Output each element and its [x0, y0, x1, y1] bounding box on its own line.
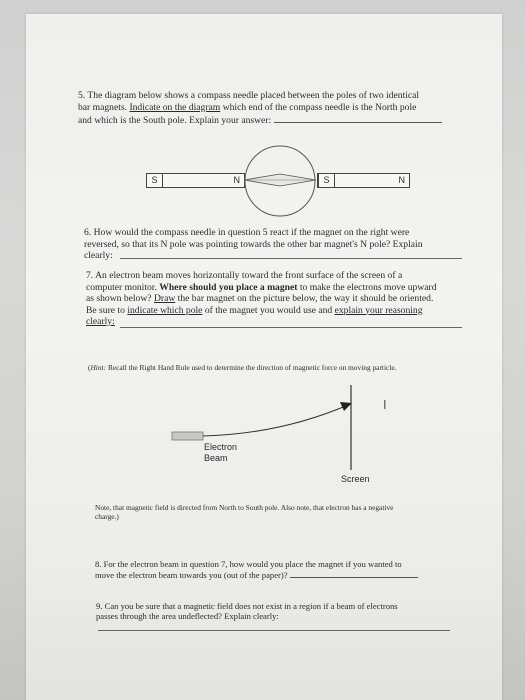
q7-line-2: computer monitor. Where should you place a magnet to make the electrons move upward [86, 281, 437, 293]
note [95, 503, 465, 521]
text-cursor-icon: I [383, 397, 387, 412]
q5-line-2: bar magnets. Indicate on the diagram which end of the compass needle is the North pole [78, 101, 417, 113]
question-7 [86, 270, 468, 328]
q9-line-1: 9. Can you be sure that a magnetic field does not exist in a region if a beam of electrons [96, 601, 398, 611]
hint: (Hint: Recall the Right Hand Rule used to determine the direction of magnetic force on moving particle. [88, 363, 397, 372]
q6-line-3: clearly: [84, 250, 113, 261]
question-8 [95, 559, 465, 580]
magnet-right-south-pole: S [318, 173, 335, 188]
note-line-2: charge.) [95, 512, 119, 521]
q7-line-5: clearly: [86, 316, 115, 327]
magnet-left-south-pole: S [146, 173, 163, 188]
q9-line-2: passes through the area undeflected? Explain clearly: [96, 611, 279, 621]
q7-line-4: Be sure to indicate which pole of the magnet you would use and explain your reasoning [86, 304, 423, 316]
electron-beam-path [203, 405, 348, 436]
note-line-1: Note, that magnetic field is directed from North to South pole. Also note, that electron has a negative [95, 503, 394, 512]
question-6 [84, 227, 468, 262]
magnet-right-north-pole: N [398, 175, 405, 185]
q7-answer-blank [120, 327, 462, 328]
screen-label: Screen [341, 474, 370, 484]
question-5 [78, 90, 478, 127]
q6-line-1: 6. How would the compass needle in question 5 react if the magnet on the right were [84, 227, 410, 238]
q8-line-1: 8. For the electron beam in question 7, how would you place the magnet if you wanted to [95, 559, 402, 569]
q6-answer-blank [120, 258, 462, 259]
q5-line-3: and which is the South pole. Explain your answer: [78, 113, 478, 127]
hint-label: Hint: [90, 363, 107, 372]
magnet-left-north-pole: N [233, 175, 240, 185]
q8-answer-blank [290, 569, 418, 578]
beam-arrowhead [340, 402, 352, 411]
question-9 [96, 601, 466, 621]
bar-magnet-right [317, 173, 410, 188]
q7-line-1: 7. An electron beam moves horizontally toward the front surface of the screen of a [86, 270, 403, 281]
compass [240, 144, 320, 218]
q8-line-2: move the electron beam towards you (out of the paper)? [95, 569, 465, 580]
q7-line-3: as shown below? Draw the bar magnet on the picture below, the way it should be oriented. [86, 293, 434, 304]
q9-answer-blank [98, 630, 450, 631]
hint-text: Recall the Right Hand Rule used to determine the direction of magnetic force on moving particle. [107, 363, 397, 372]
q5-answer-blank [274, 113, 442, 123]
q5-emphasis: Indicate on the diagram [129, 101, 221, 113]
electron-beam-diagram [160, 378, 420, 478]
electron-gun [172, 432, 203, 440]
electron-beam-label: Electron Beam [204, 442, 238, 463]
bar-magnet-left [146, 173, 245, 188]
q6-line-2: reversed, so that its N pole was pointing towards the other bar magnet's N pole? Explain [84, 238, 423, 250]
q5-line-1: 5. The diagram below shows a compass needle placed between the poles of two identical [78, 90, 420, 101]
